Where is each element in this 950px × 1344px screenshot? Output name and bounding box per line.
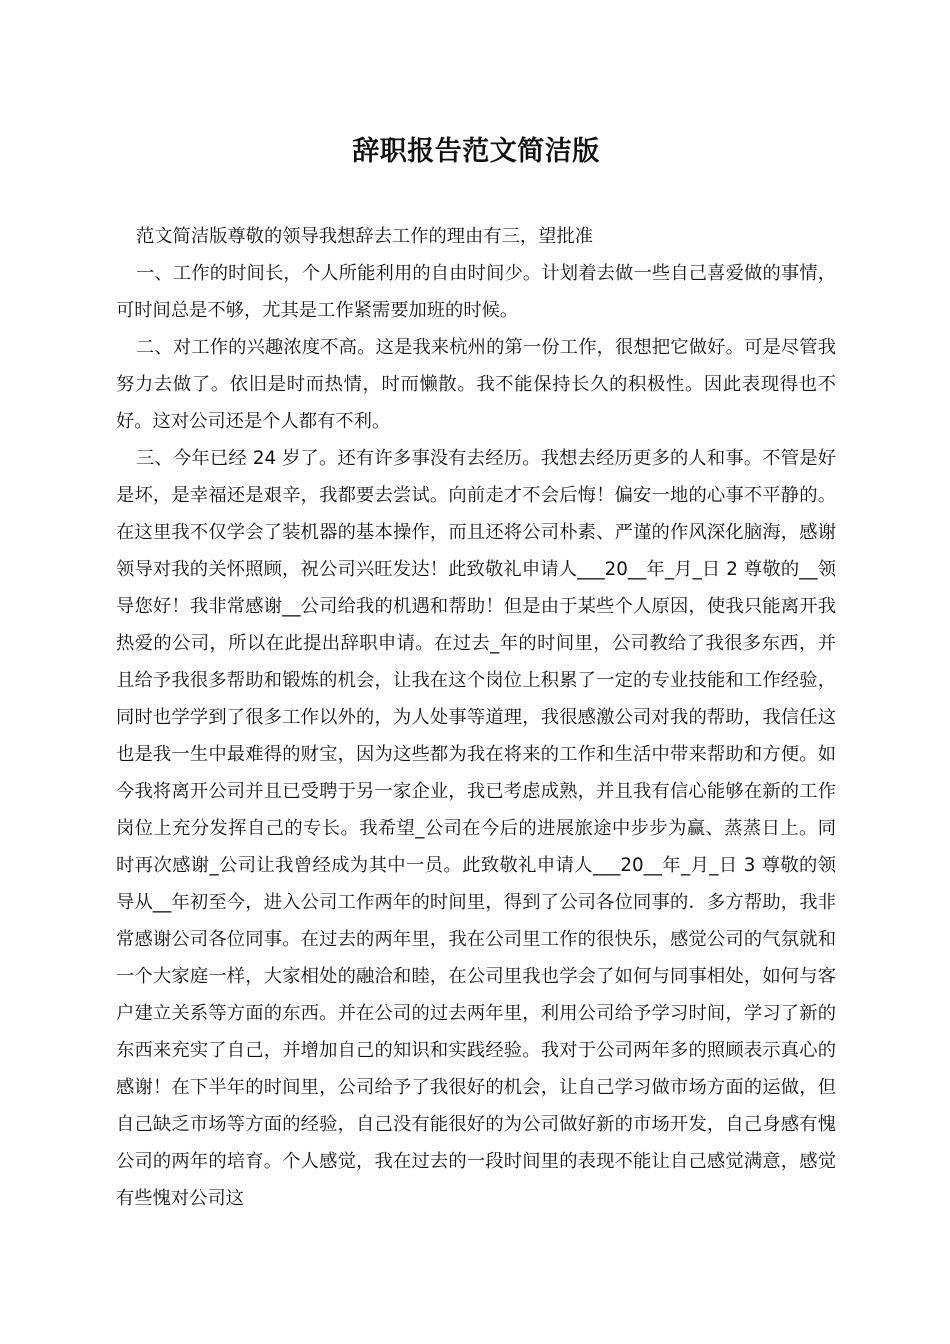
paragraph-reason-three: 三、今年已经 24 岁了。还有许多事没有去经历。我想去经历更多的人和事。不管是好是坏，是幸福还是艰辛，我都要去尝试。向前走才不会后悔！偏安一地的心事不平静的。在这里我不仅学会了装机器的基本操作，而且还将公司朴素、严谨的作风深化脑海，感谢领导对我的关怀照顾，祝公司兴旺发达！此致敬礼申请人___20__年_月_日 2 尊敬的__领导您好！我非常感谢__公司给我的机遇和帮助！但是由于某些个人原因，使我只能离开我热爱的公司，所以在此提出辞职申请。在过去_年的时间里，公司教给了我很多东西，并且给予我很多帮助和锻炼的机会，让我在这个岗位上积累了一定的专业技能和工作经验，同时也学学到了很多工作以外的，为人处事等道理，我很感激公司对我的帮助，我信任这也是我一生中最难得的财宝，因为这些都为我在将来的工作和生活中带来帮助和方便。如今我将离开公司并且已受聘于另一家企业，我已考虑成熟，并且我有信心能够在新的工作岗位上充分发挥自己的专长。我希望_公司在今后的进展旅途中步步为赢、蒸蒸日上。同时再次感谢_公司让我曾经成为其中一员。此致敬礼申请人___20__年_月_日 3 尊敬的领导从__年初至今，进入公司工作两年的时间里，得到了公司各位同事的．多方帮助，我非常感谢公司各位同事。在过去的两年里，我在公司里工作的很快乐，感觉公司的气氛就和一个大家庭一样，大家相处的融洽和睦，在公司里我也学会了如何与同事相处，如何与客户建立关系等方面的东西。并在公司的过去两年里，利用公司给予学习时间，学习了新的东西来充实了自己，并增加自己的知识和实践经验。我对于公司两年多的照顾表示真心的感谢！在下半年的时间里，公司给予了我很好的机会，让自己学习做市场方面的运做，但自己缺乏市场等方面的经验，自己没有能很好的为公司做好新的市场开发，自己身感有愧公司的两年的培育。个人感觉，我在过去的一段时间里的表现不能让自己感觉满意，感觉有些愧对公司这 bbox=[116, 448, 836, 1209]
paragraph-intro: 范文简洁版尊敬的领导我想辞去工作的理由有三，望批准 bbox=[136, 226, 594, 247]
paragraph-reason-one: 一、工作的时间长，个人所能利用的自由时间少。计划着去做一些自己喜爱做的事情，可时间总是不够，尤其是工作紧需要加班的时候。 bbox=[116, 263, 836, 321]
paragraph-reason-two: 二、对工作的兴趣浓度不高。这是我来杭州的第一份工作，很想把它做好。可是尽管我努力去做了。依旧是时而热情，时而懒散。我不能保持长久的积极性。因此表现得也不好。这对公司还是个人都有不利。 bbox=[116, 337, 836, 432]
document-body bbox=[116, 218, 836, 1217]
document-title: 辞职报告范文简洁版 bbox=[352, 136, 600, 167]
